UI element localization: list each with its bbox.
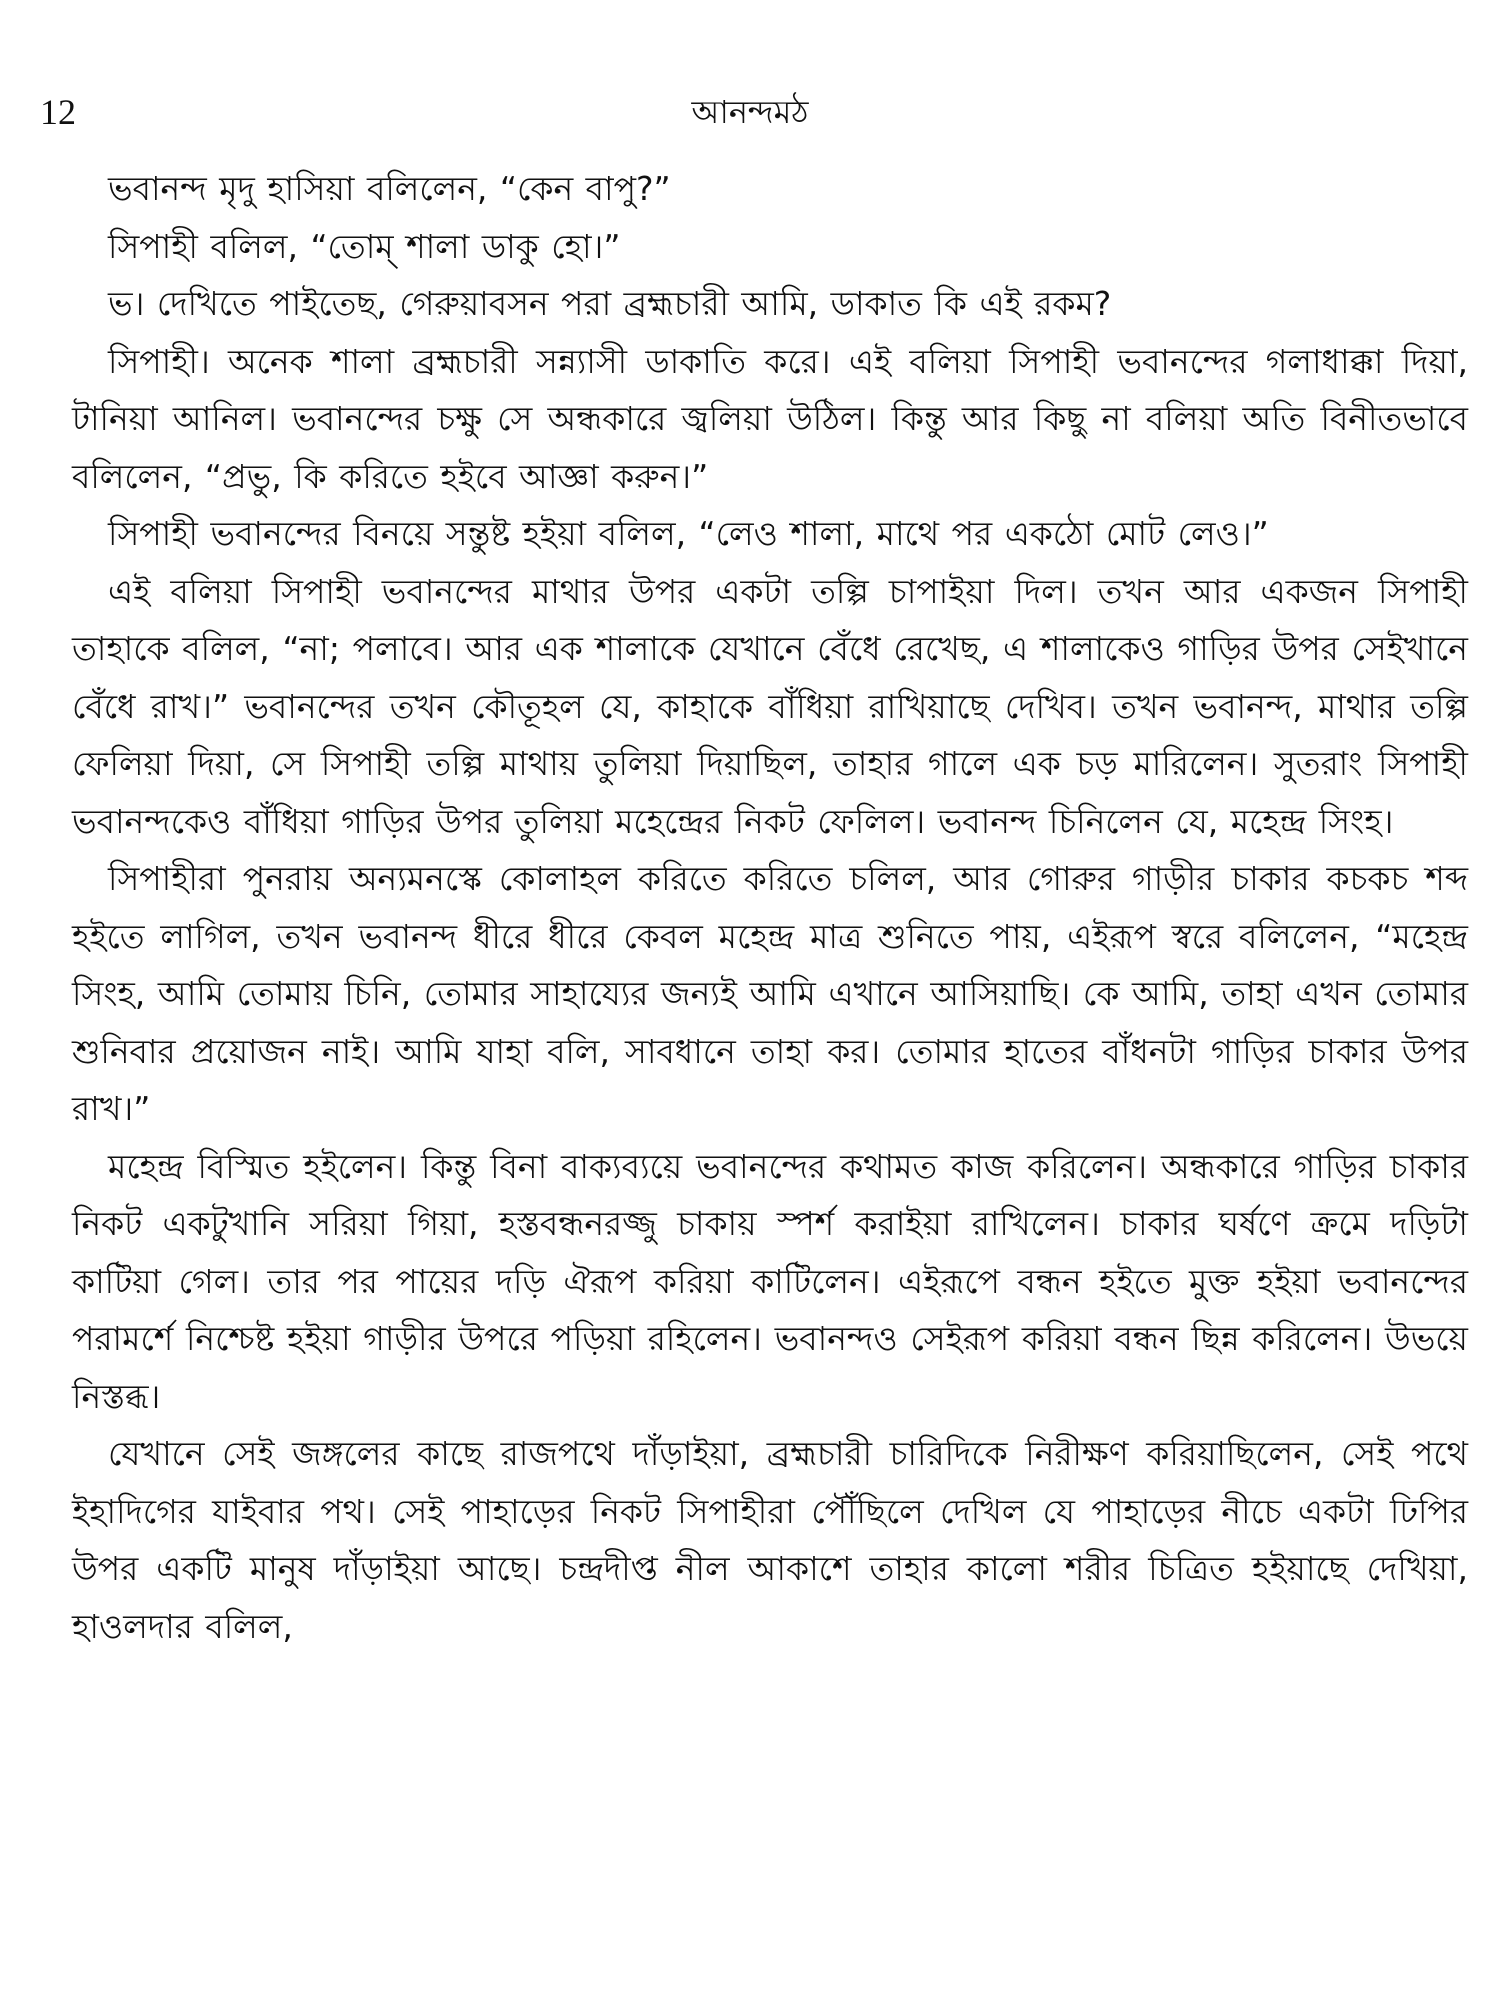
- paragraph-8: মহেন্দ্র বিস্মিত হইলেন। কিন্তু বিনা বাক্যব্যয়ে ভবানন্দের কথামত কাজ করিলেন। অন্ধকারে গাড়ির চাকার নিকট একটুখানি সরিয়া গিয়া, হস্তবন্ধনরজ্জু চাকায় স্পর্শ করাইয়া রাখিলেন। চাকার ঘর্ষণে ক্রমে দড়িটা কাটিয়া গেল। তার পর পায়ের দড়ি ঐরূপ করিয়া কাটিলেন। এইরূপে বন্ধন হইতে মুক্ত হইয়া ভবানন্দের পরামর্শে নিশ্চেষ্ট হইয়া গাড়ীর উপরে পড়িয়া রহিলেন। ভবানন্দও সেইরূপ করিয়া বন্ধন ছিন্ন করিলেন। উভয়ে নিস্তব্ধ।: [72, 1146, 1468, 1416]
- paragraph-4: সিপাহী। অনেক শালা ব্রহ্মচারী সন্ন্যাসী ডাকাতি করে। এই বলিয়া সিপাহী ভবানন্দের গলাধাক্কা দিয়া, টানিয়া আনিল। ভবানন্দের চক্ষু সে অন্ধকারে জ্বলিয়া উঠিল। কিন্তু আর কিছু না বলিয়া অতি বিনীতভাবে বলিলেন, “প্রভু, কি করিতে হইবে আজ্ঞা করুন।”: [72, 341, 1468, 496]
- paragraph-6: এই বলিয়া সিপাহী ভবানন্দের মাথার উপর একটা তল্পি চাপাইয়া দিল। তখন আর একজন সিপাহী তাহাকে বলিল, “না; পলাবে। আর এক শালাকে যেখানে বেঁধে রেখেছ, এ শালাকেও গাড়ির উপর সেইখানে বেঁধে রাখ।” ভবানন্দের তখন কৌতূহল যে, কাহাকে বাঁধিয়া রাখিয়াছে দেখিব। তখন ভবানন্দ, মাথার তল্পি ফেলিয়া দিয়া, সে সিপাহী তল্পি মাথায় তুলিয়া দিয়াছিল, তাহার গালে এক চড় মারিলেন। সুতরাং সিপাহী ভবানন্দকেও বাঁধিয়া গাড়ির উপর তুলিয়া মহেন্দ্রের নিকট ফেলিল। ভবানন্দ চিনিলেন যে, মহেন্দ্র সিংহ।: [72, 571, 1468, 841]
- paragraph-5: সিপাহী ভবানন্দের বিনয়ে সন্তুষ্ট হইয়া বলিল, “লেও শালা, মাথে পর একঠো মোট লেও।”: [108, 514, 1269, 553]
- paragraph-2: সিপাহী বলিল, “তোম্ শালা ডাকু হো।”: [108, 226, 621, 266]
- paragraph-3: ভ। দেখিতে পাইতেছ, গেরুয়াবসন পরা ব্রহ্মচারী আমি, ডাকাত কি এই রকম?: [108, 284, 1112, 323]
- paragraph-9: যেখানে সেই জঙ্গলের কাছে রাজপথে দাঁড়াইয়া, ব্রহ্মচারী চারিদিকে নিরীক্ষণ করিয়াছিলেন, সেই পথে ইহাদিগের যাইবার পথ। সেই পাহাড়ের নিকট সিপাহীরা পৌঁছিলে দেখিল যে পাহাড়ের নীচে একটা ঢিপির উপর একটি মানুষ দাঁড়াইয়া আছে। চন্দ্রদীপ্ত নীল আকাশে তাহার কালো শরীর চিত্রিত হইয়াছে দেখিয়া, হাওলদার বলিল,: [72, 1434, 1468, 1646]
- paragraph-7: সিপাহীরা পুনরায় অন্যমনস্কে কোলাহল করিতে করিতে চলিল, আর গোরুর গাড়ীর চাকার কচকচ শব্দ হইতে লাগিল, তখন ভবানন্দ ধীরে ধীরে কেবল মহেন্দ্র মাত্র শুনিতে পায়, এইরূপ স্বরে বলিলেন, “মহেন্দ্র সিংহ, আমি তোমায় চিনি, তোমার সাহায্যের জন্যই আমি এখানে আসিয়াছি। কে আমি, তাহা এখন তোমার শুনিবার প্রয়োজন নাই। আমি যাহা বলি, সাবধানে তাহা কর। তোমার হাতের বাঁধনটা গাড়ির চাকার উপর রাখ।”: [72, 859, 1468, 1128]
- body-text: [72, 160, 1468, 1655]
- paragraph-1: ভবানন্দ মৃদু হাসিয়া বলিলেন, “কেন বাপু?”: [108, 169, 671, 208]
- running-head-title: আনন্দমঠ: [691, 93, 809, 131]
- page-number: 12: [40, 92, 76, 132]
